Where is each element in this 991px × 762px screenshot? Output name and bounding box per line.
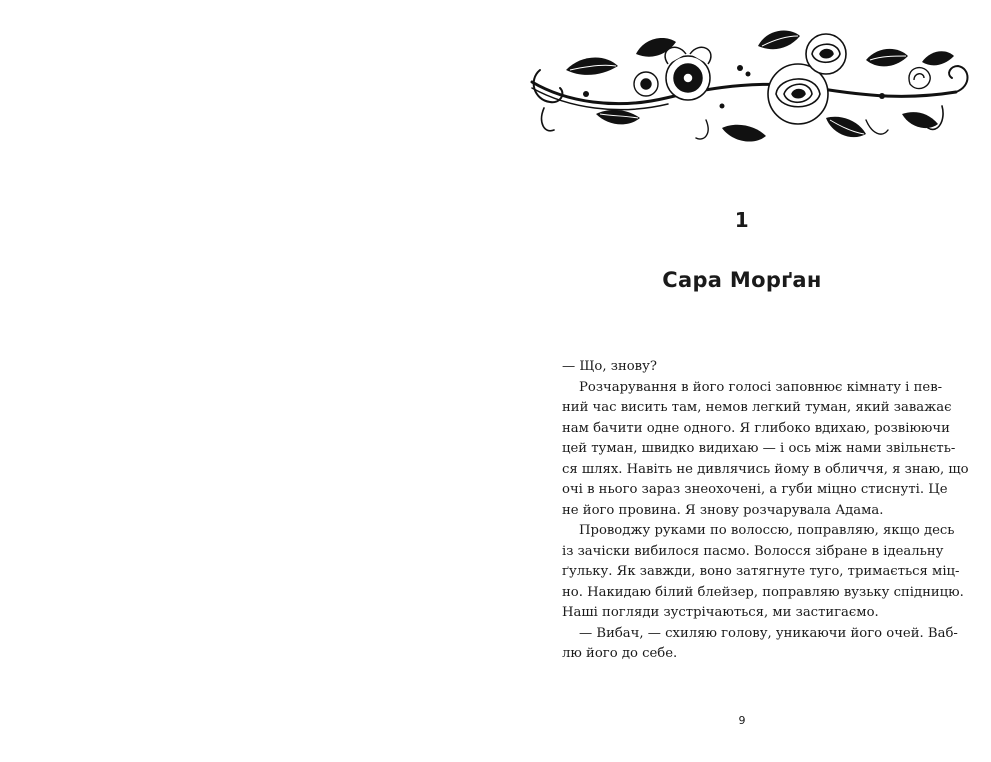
text-line: ся шлях. Навіть не дивлячись йому в обличчя, я знаю, що <box>562 461 969 477</box>
floral-ornament-icon <box>526 10 974 160</box>
text-line: ний час висить там, немов легкий туман, який заважає <box>562 400 952 415</box>
flower-icon <box>665 47 711 100</box>
text-line: не його провина. Я знову розчарувала Адама. <box>562 502 884 518</box>
chapter-number: 1 <box>734 208 750 232</box>
text-line: лю його до себе. <box>562 646 678 661</box>
text-line: — Що, знову? <box>562 359 657 374</box>
text-line: Наші погляди зустрічаються, ми застигаємо. <box>562 605 879 620</box>
chapter-body-text <box>562 357 969 665</box>
text-line: Розчарування в його голосі заповнює кімнату і пев- <box>579 379 943 395</box>
text-line: но. Накидаю білий блейзер, поправляю вузьку спідницю. <box>562 584 964 600</box>
text-line: нам бачити одне одного. Я глибоко вдихаю, розвіюючи <box>562 420 950 436</box>
page-number: 9 <box>738 714 746 727</box>
text-line: ґульку. Як завжди, воно затягнуте туго, тримається міц- <box>562 564 960 579</box>
text-line: Проводжу руками по волоссю, поправляю, якщо десь <box>579 523 955 538</box>
text-line: цей туман, швидко видихаю — і ось між нами звільнєть- <box>562 441 956 456</box>
chapter-title: Сара Морґан <box>662 268 822 292</box>
text-line: очі в нього зараз знеохочені, а губи міцно стиснуті. Це <box>562 482 948 497</box>
text-line: — Вибач, — схиляю голову, уникаючи його очей. Ваб- <box>579 625 958 641</box>
left-page-blank <box>0 0 495 762</box>
text-line: із зачіски вибилося пасмо. Волосся зібране в ідеальну <box>562 543 944 559</box>
